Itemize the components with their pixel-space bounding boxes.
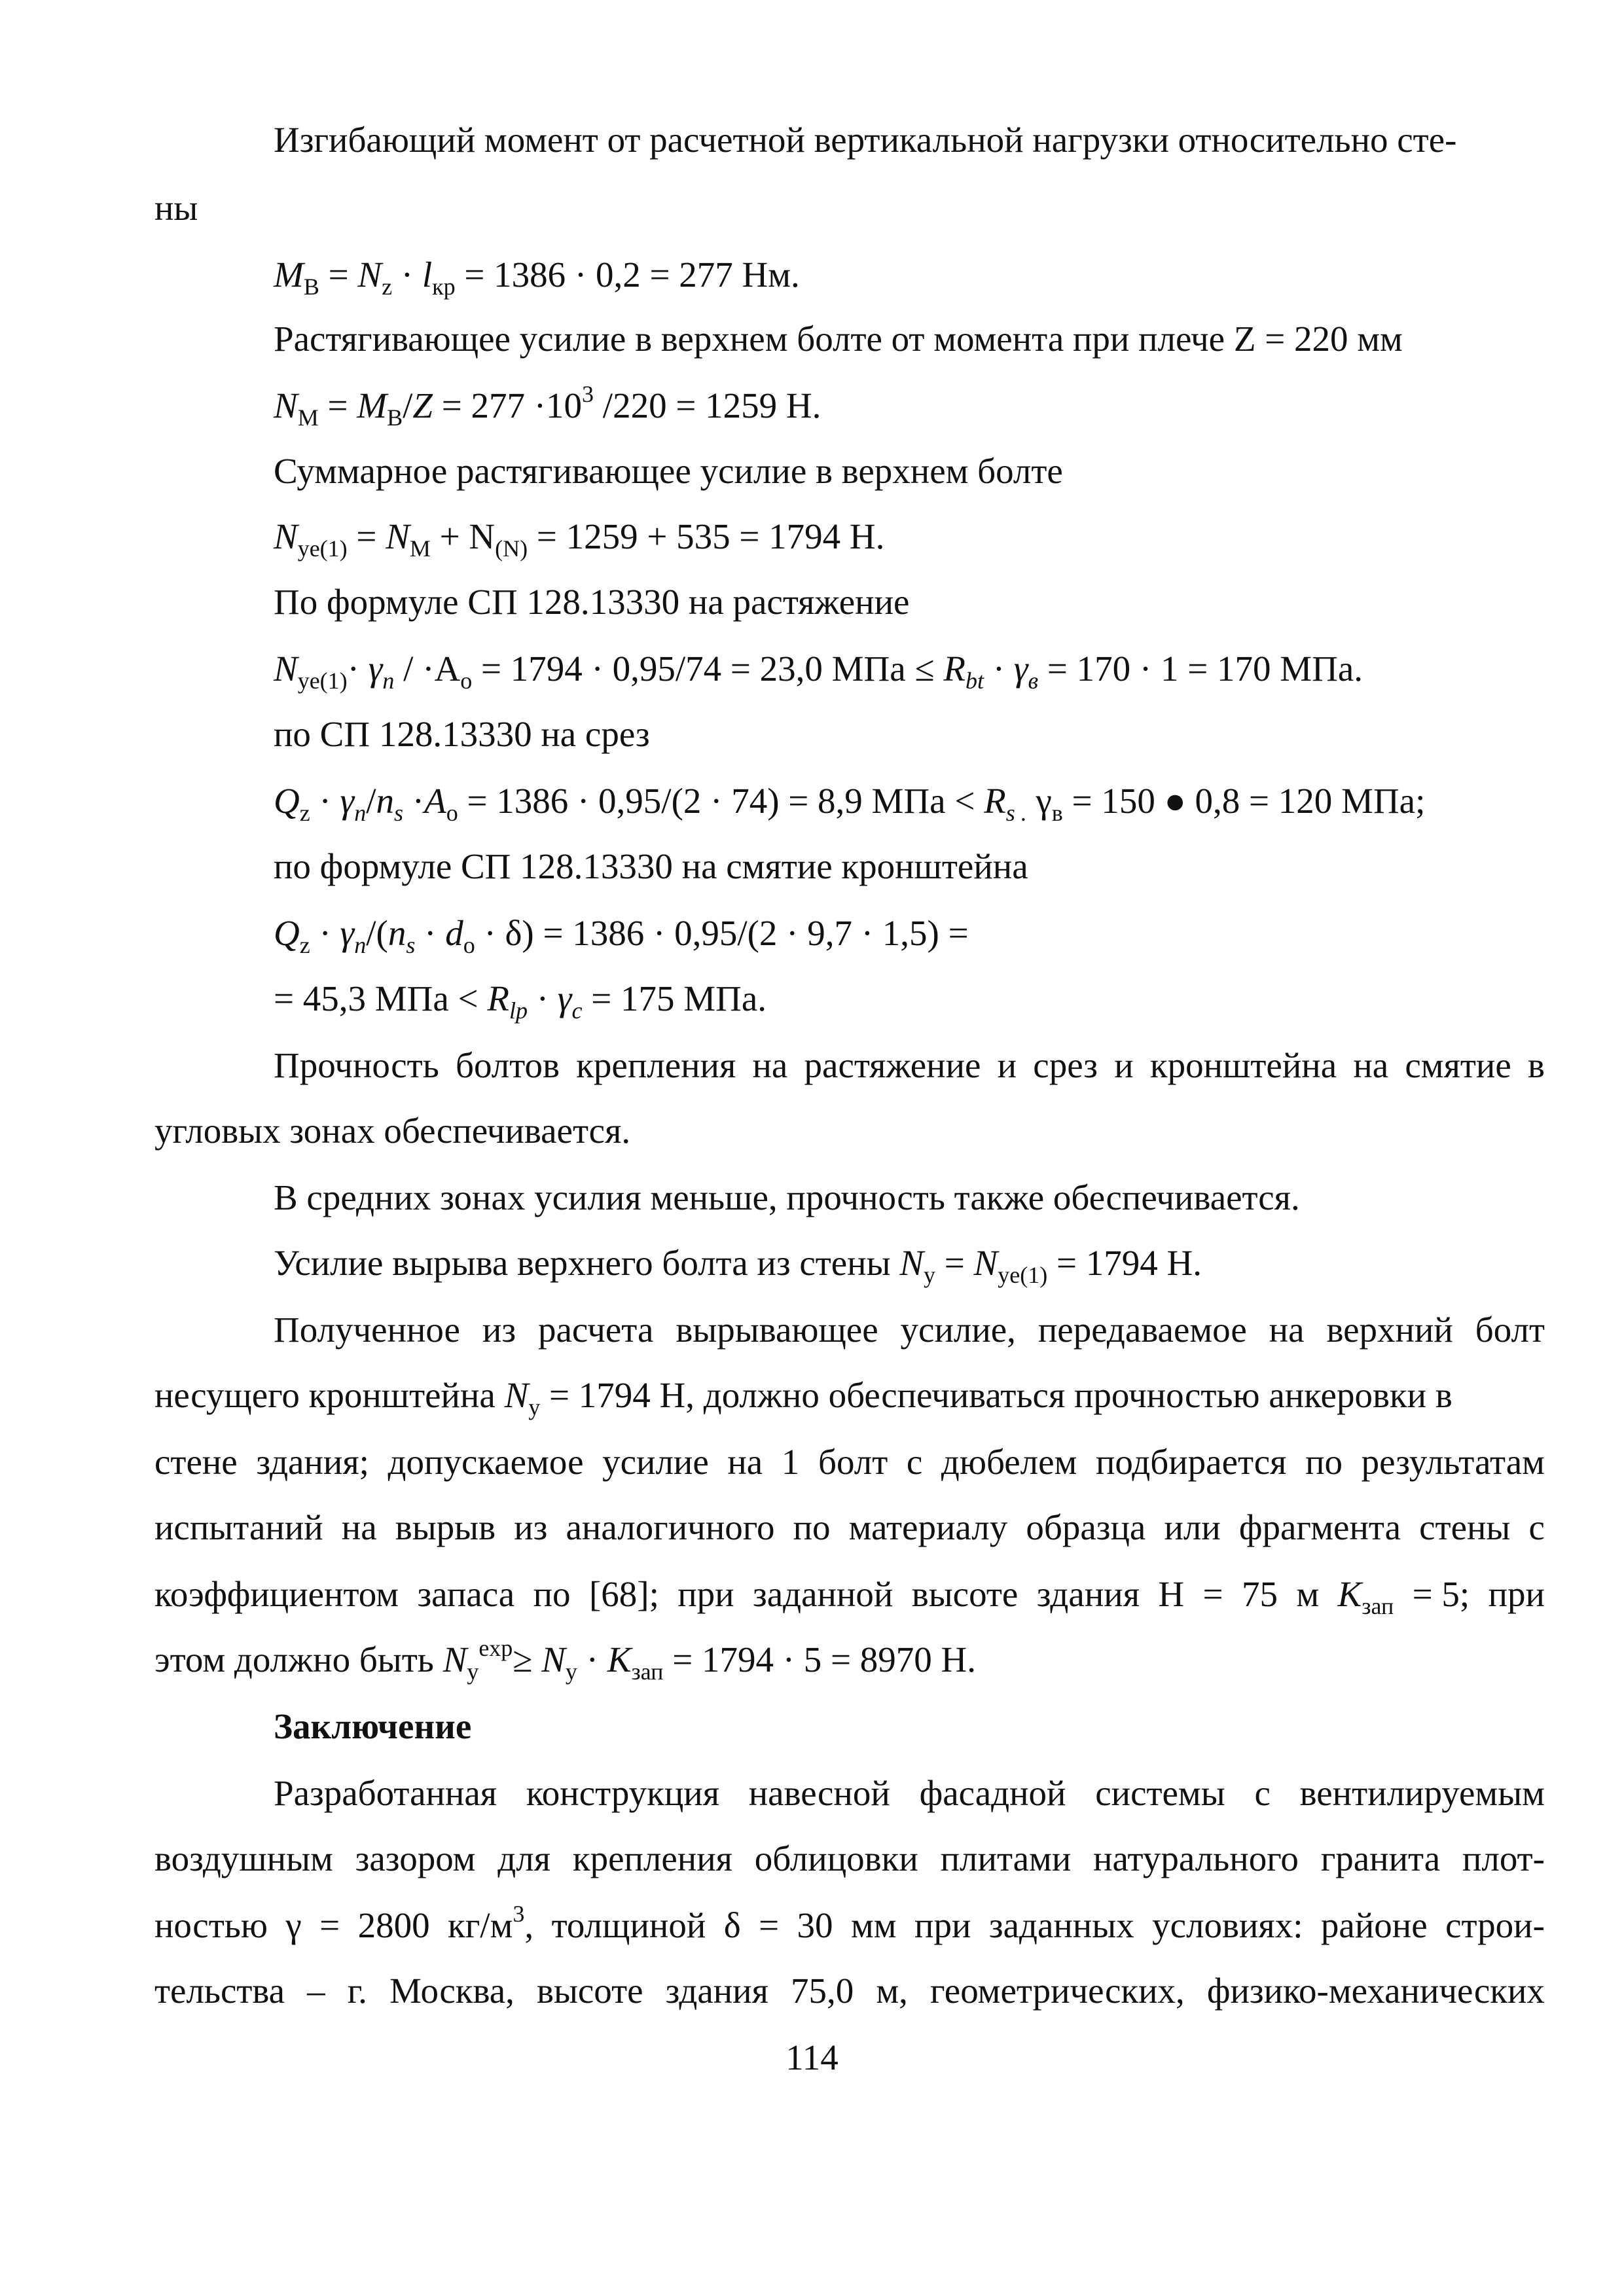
word: кронштейна — [1149, 1045, 1337, 1085]
word: воздушным — [154, 1839, 333, 1878]
word: фрагмента — [1238, 1507, 1401, 1547]
formula-line: $M_В = N_z \cdot l_{кр} = 1386 \cdot 0,2 = 277$ Нм. — [274, 255, 800, 300]
word: здания — [665, 1971, 768, 2011]
word: м, — [876, 1971, 908, 2011]
word: г. — [347, 1971, 367, 2011]
word: натурального — [1093, 1839, 1299, 1878]
word: усилие — [602, 1442, 709, 1482]
formula-line: $N_{ye(1)} = N_M + N_{(N)} = 1259 + 535 = 1794$ Н. — [274, 516, 885, 562]
word: крепления — [576, 1045, 736, 1085]
word: навесной — [748, 1773, 890, 1813]
word: здания; — [256, 1442, 369, 1482]
word: на — [752, 1045, 788, 1085]
word: на — [1353, 1045, 1389, 1085]
word: болтов — [456, 1045, 560, 1085]
word: болт — [818, 1442, 888, 1482]
word: 1 — [781, 1442, 800, 1482]
formula-line: коэффициентом запаса по [68]; при заданной высоте здания Н = 75 м $K_{зап}$ = 5; при — [154, 1574, 1545, 1619]
word: допускаемое — [388, 1442, 584, 1482]
word: вырыв — [395, 1507, 496, 1547]
word: и — [1114, 1045, 1134, 1085]
word: смятие — [1405, 1045, 1511, 1085]
formula-line: $N_M = M_B/Z = 277 \cdot 10^3$ /220 = 1259 Н. — [274, 381, 821, 431]
text-line — [154, 1509, 1545, 1545]
text-line: ны — [154, 188, 198, 228]
word: из — [514, 1507, 548, 1547]
text-line: Суммарное растягивающее усилие в верхнем болте — [274, 451, 1063, 491]
word: плитами — [940, 1839, 1072, 1878]
word: или — [1164, 1507, 1221, 1547]
text-line: По формуле СП 128.13330 на растяжение — [274, 582, 910, 622]
word: тельства — [154, 1971, 285, 2011]
word: для — [497, 1839, 551, 1878]
word: верхний — [1326, 1310, 1453, 1350]
text-line: В средних зонах усилия меньше, прочность также обеспечивается. — [274, 1177, 1300, 1217]
word: гранита — [1320, 1839, 1441, 1878]
word: Москва, — [389, 1971, 514, 2011]
word: вырывающее — [676, 1310, 878, 1350]
word: материалу — [848, 1507, 1008, 1547]
word: плот- — [1462, 1839, 1545, 1878]
word: передаваемое — [1038, 1310, 1247, 1350]
page-number: 114 — [785, 2037, 839, 2077]
word: растяжение — [804, 1045, 981, 1085]
word: физико-механических — [1206, 1971, 1545, 2011]
text-line — [274, 1775, 1545, 1811]
word: дюбелем — [941, 1442, 1077, 1482]
word: системы — [1095, 1773, 1225, 1813]
formula-line: ностью γ = 2800 $кг/м^3$, толщиной δ = 30 мм при заданных условиях: районе строи- — [154, 1901, 1545, 1945]
word: болт — [1475, 1310, 1545, 1350]
text-line: по формуле СП 128.13330 на смятие кронштейна — [274, 846, 1028, 886]
formula-line: $N_{ye(1)}\cdot \gamma_n / \cdot A_o = 1794 \cdot 0,95/74 = 23,0$ МПа ≤ $R_{bt} \cdot \gamma_в = 170 \cdot 1 = 170$ МПа. — [274, 649, 1363, 694]
word: с — [1254, 1773, 1271, 1813]
word: стене — [154, 1442, 238, 1482]
text-line — [274, 1312, 1545, 1348]
text-line: по СП 128.13330 на срез — [274, 714, 650, 754]
word: усилие, — [900, 1310, 1016, 1350]
word: и — [997, 1045, 1017, 1085]
word: – — [307, 1971, 325, 2011]
text-line: Растягивающее усилие в верхнем болте от момента при плече Z = 220 мм — [274, 319, 1403, 359]
text-line — [154, 1840, 1545, 1876]
text-line: Изгибающий момент от расчетной вертикальной нагрузки относительно сте- — [274, 120, 1457, 160]
text-line — [154, 1444, 1545, 1480]
word: по — [793, 1507, 831, 1547]
word: расчета — [537, 1310, 654, 1350]
formula-line: = 45,3 МПа < $R_{lp} \cdot \gamma_c = 175$ МПа. — [274, 978, 767, 1024]
formula-line: несущего кронштейна $N_y = 1794$ Н, должно обеспечиваться прочностью анкеровки в — [154, 1375, 1453, 1420]
word: Полученное — [274, 1310, 460, 1350]
formula-line: $Q_z \cdot \gamma_n/n_s \cdot A_o = 1386 \cdot 0,95/(2 \cdot 74) = 8,9$ МПа < $R_{s .}$ $\gamma_в = 150$ ● 0,8 = 120 МПа; — [274, 781, 1426, 826]
word: на — [727, 1442, 763, 1482]
word: результатам — [1361, 1442, 1545, 1482]
word: высоте — [536, 1971, 643, 2011]
word: в — [1527, 1045, 1545, 1085]
text-line — [274, 1047, 1545, 1083]
word: аналогичного — [566, 1507, 775, 1547]
word: Прочность — [274, 1045, 439, 1085]
word: облицовки — [754, 1839, 918, 1878]
word: по — [1305, 1442, 1343, 1482]
word: на — [1269, 1310, 1305, 1350]
word: фасадной — [919, 1773, 1066, 1813]
word: вентилируемым — [1299, 1773, 1545, 1813]
word: Разработанная — [274, 1773, 497, 1813]
word: испытаний — [154, 1507, 323, 1547]
word: срез — [1033, 1045, 1098, 1085]
formula-line: этом должно быть $N_y^{exp}\ge N_y \cdot K_{зап} = 1794 \cdot 5 = 8970$ Н. — [154, 1635, 977, 1685]
word: 75,0 — [790, 1971, 854, 2011]
formula-line: $Q_z \cdot \gamma_n/(n_s \cdot d_o \cdot \delta) = 1386 \cdot 0,95/(2 \cdot 9,7 \cdot 1,5)$ = — [274, 913, 969, 958]
text-line: угловых зонах обеспечивается. — [154, 1111, 631, 1151]
word: из — [482, 1310, 516, 1350]
word: конструкция — [526, 1773, 719, 1813]
word: образца — [1026, 1507, 1146, 1547]
word: на — [341, 1507, 377, 1547]
word: с — [1528, 1507, 1545, 1547]
word: геометрических, — [929, 1971, 1185, 2011]
word: крепления — [572, 1839, 732, 1878]
word: стены — [1419, 1507, 1511, 1547]
word: подбирается — [1095, 1442, 1287, 1482]
text-line — [154, 1973, 1545, 2009]
word: с — [906, 1442, 923, 1482]
word: зазором — [355, 1839, 476, 1878]
section-heading: Заключение — [274, 1706, 472, 1746]
formula-line: Усилие вырыва верхнего болта из стены $N_y = N_{ye(1)} = 1794$ Н. — [274, 1243, 1202, 1288]
